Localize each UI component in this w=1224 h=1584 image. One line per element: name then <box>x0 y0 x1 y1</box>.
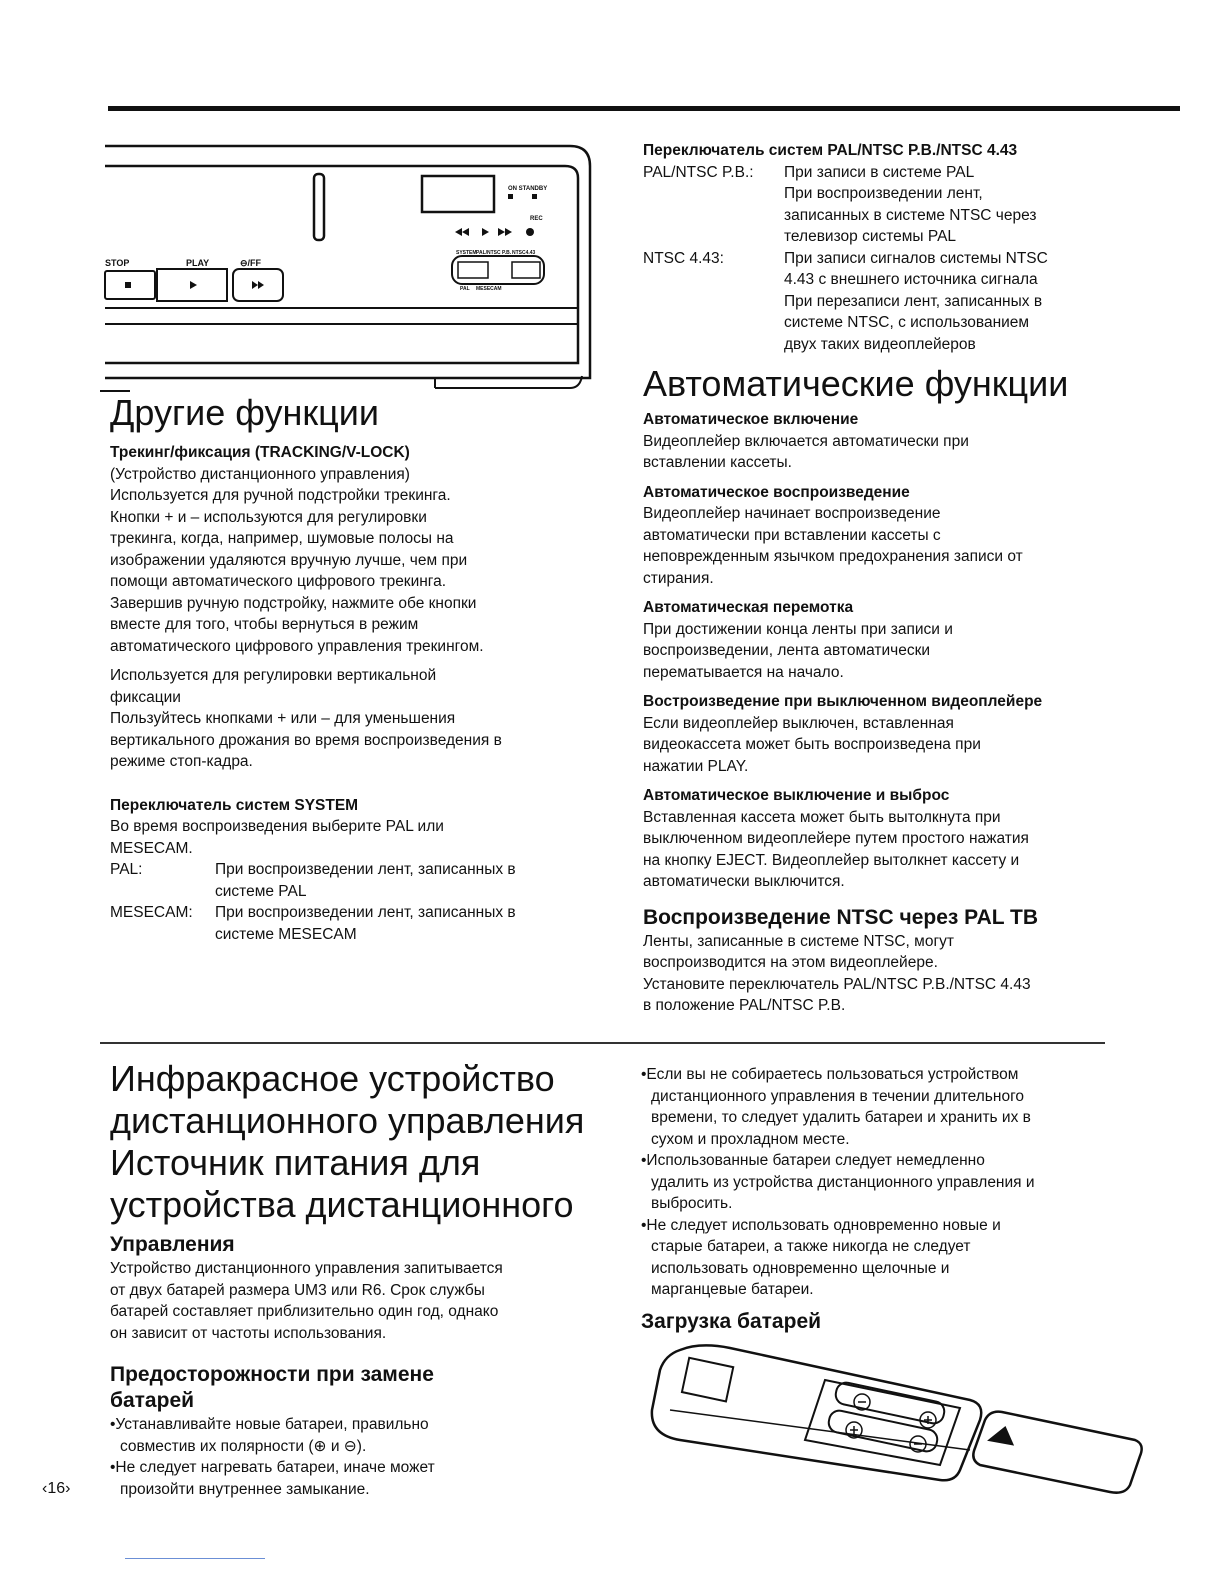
remote-body-line: Устройство дистанционного управления запитывается <box>110 1260 503 1277</box>
def-desc: системе MESECAM <box>215 925 357 943</box>
auto-item-title: Автоматическое включение <box>643 411 859 428</box>
def-desc: двух таких видеоплейеров <box>784 335 976 353</box>
auto-item-line: автоматически при вставлении кассеты с <box>643 526 941 544</box>
bottom-blue-line <box>125 1558 265 1559</box>
tracking-line: (Устройство дистанционного управления) <box>110 465 410 483</box>
def-desc: системе NTSC, с использованием <box>784 314 1030 331</box>
ntsc443-label: NTSC4.43 <box>512 250 536 256</box>
caution-heading: батарей <box>110 1389 195 1412</box>
caution-bullet-cont: совместив их полярности (⊕ и ⊖). <box>120 1437 367 1455</box>
def-desc: 4.43 с внешнего источника сигнала <box>784 271 1038 288</box>
auto-item-line: нажатии PLAY. <box>643 757 749 775</box>
auto-item-title: Востроизведение при выключенном видеоплейере <box>643 693 1043 710</box>
remote-heading-line: дистанционного управления <box>110 1100 585 1141</box>
auto-item-line: стирания. <box>643 569 714 587</box>
battery-bullet-cont: использовать одновременно щелочные и <box>651 1259 950 1277</box>
top-rule <box>108 106 1180 111</box>
auto-item-title: Автоматическая перемотка <box>643 599 854 616</box>
auto-item-line: Видеоплейер включается автоматически при <box>643 432 969 450</box>
def-desc: При записи в системе PAL <box>784 163 975 181</box>
remote-battery-illustration <box>640 1340 1150 1500</box>
battery-bullet: •Использованные батареи следует немедленно <box>641 1152 985 1169</box>
caution-bullet-cont: произойти внутреннее замыкание. <box>120 1480 370 1498</box>
auto-item-line: на кнопку EJECT. Видеоплейер вытолкнет кассету и <box>643 851 1020 869</box>
def-term: NTSC 4.43: <box>643 249 724 267</box>
auto-item-line: Видеоплейер начинает воспроизведение <box>643 505 941 522</box>
system-def-pal <box>110 859 590 902</box>
section-rule-right <box>600 1042 1105 1044</box>
def-desc: При воспроизведении лент, <box>784 185 983 202</box>
ntsc-line: Ленты, записанные в системе NTSC, могут <box>643 932 954 950</box>
auto-item-line: автоматически выключится. <box>643 873 845 890</box>
remote-heading-line: Источник питания для <box>110 1142 481 1183</box>
tracking-line: автоматического цифрового управления трекингом. <box>110 637 484 655</box>
tracking-title: Трекинг/фиксация (TRACKING/V-LOCK) <box>110 444 410 461</box>
auto-item-line: перематывается на начало. <box>643 663 844 681</box>
def-desc: телевизор системы PAL <box>784 228 957 245</box>
vlock-line: режиме стоп-кадра. <box>110 753 253 770</box>
vlock-line: вертикального дрожания во время воспроизведения в <box>110 731 502 749</box>
remote-body-line: батарей составляет приблизительно один год, однако <box>110 1303 499 1320</box>
system-label: SYSTEM <box>456 250 477 256</box>
remote-body-line: от двух батарей размера UM3 или R6. Срок службы <box>110 1281 485 1299</box>
standby-label: ON STANDBY <box>508 186 548 192</box>
system-def-mesecam <box>110 902 590 945</box>
def-desc: При перезаписи лент, записанных в <box>784 292 1043 310</box>
auto-item-line: воспроизведении, лента автоматически <box>643 642 931 659</box>
battery-bullet-cont: старые батареи, а также никогда не следует <box>651 1238 971 1255</box>
tracking-line: Используется для ручной подстройки трекинга. <box>110 487 451 504</box>
system-switch-title: Переключатель систем SYSTEM <box>110 796 359 814</box>
mesecam-label: MESECAM <box>476 286 502 292</box>
tracking-line: Завершив ручную подстройку, нажмите обе кнопки <box>110 594 477 612</box>
auto-item-line: Вставленная кассета может быть вытолкнута при <box>643 808 1001 826</box>
battery-bullet: •Если вы не собираетесь пользоваться устройством <box>641 1066 1019 1083</box>
stop-label: STOP <box>105 258 130 268</box>
caution-bullet: •Не следует нагревать батареи, иначе может <box>110 1459 435 1476</box>
def-term: MESECAM: <box>110 904 193 921</box>
auto-item-line: неповрежденным язычком предохранения записи от <box>643 548 1023 565</box>
def-desc: При записи сигналов системы NTSC <box>784 249 1048 267</box>
ntsc-playback-heading: Воспроизведение NTSC через PAL ТВ <box>643 905 1039 929</box>
remote-body-line: он зависит от частоты использования. <box>110 1324 387 1342</box>
vlock-line: Пользуйтесь кнопками + или – для уменьшения <box>110 710 456 727</box>
load-batteries-heading: Загрузка батарей <box>641 1309 822 1333</box>
other-functions-heading: Другие функции <box>110 392 379 433</box>
caution-bullet: •Устанавливайте новые батареи, правильно <box>110 1416 429 1433</box>
vlock-line: Используется для регулировки вертикальной <box>110 667 437 684</box>
rec-label: REC <box>530 216 543 222</box>
remote-subheading: Управления <box>110 1233 235 1256</box>
vlock-line: фиксации <box>110 688 181 706</box>
vcr-front-panel-illustration <box>100 138 600 393</box>
remote-heading-line: Инфракрасное устройство <box>110 1058 555 1099</box>
def-term: PAL: <box>110 861 143 878</box>
battery-bullet-cont: удалить из устройства дистанционного управления и <box>651 1173 1035 1191</box>
system-intro-line: Во время воспроизведения выберите PAL или <box>110 818 444 835</box>
ntsc-line: в положение PAL/NTSC P.B. <box>643 997 846 1014</box>
def-desc: При воспроизведении лент, записанных в <box>215 861 516 878</box>
auto-item-line: Если видеоплейер выключен, вставленная <box>643 714 954 732</box>
auto-item-line: вставлении кассеты. <box>643 454 792 471</box>
auto-item-line: выключенном видеоплейере путем простого нажатия <box>643 830 1029 847</box>
def-desc: записанных в системе NTSC через <box>784 206 1037 224</box>
tracking-line: Кнопки + и – используются для регулировки <box>110 508 427 526</box>
pal-ntsc-switch-title: Переключатель систем PAL/NTSC P.B./NTSC 4.43 <box>643 142 1018 159</box>
auto-item-line: видеокассета может быть воспроизведена при <box>643 736 981 753</box>
caution-heading: Предосторожности при замене <box>110 1363 434 1386</box>
auto-item-title: Автоматическое воспроизведение <box>643 483 910 501</box>
right-top-column <box>643 140 1103 1017</box>
pal-label: PAL <box>460 286 470 292</box>
ff-label: ⊖/FF <box>240 258 262 268</box>
auto-item-title: Автоматическое выключение и выброс <box>643 787 950 804</box>
section-rule-left <box>100 1042 600 1044</box>
battery-bullet-cont: дистанционного управления в течении длительного <box>651 1087 1024 1105</box>
switch-def-palntsc <box>643 162 1103 248</box>
tracking-line: трекинга, когда, например, шумовые полосы на <box>110 530 454 547</box>
ntsc-line: воспроизводится на этом видеоплейере. <box>643 954 938 971</box>
right-bottom-column <box>641 1064 1101 1335</box>
tracking-line: помощи автоматического цифрового трекинга. <box>110 573 447 590</box>
battery-bullet-cont: сухом и прохладном месте. <box>651 1130 850 1148</box>
left-bottom-column <box>110 1058 590 1500</box>
system-intro-line: MESECAM. <box>110 839 193 857</box>
auto-functions-heading: Автоматические функции <box>643 363 1069 404</box>
tracking-line: вместе для того, чтобы вернуться в режим <box>110 616 419 633</box>
battery-bullet-cont: марганцевые батареи. <box>651 1281 814 1298</box>
auto-item-line: При достижении конца ленты при записи и <box>643 620 953 638</box>
battery-bullet: •Не следует использовать одновременно новые и <box>641 1216 1001 1234</box>
palntsc-label: PAL/NTSC P.B. <box>476 250 512 256</box>
play-label: PLAY <box>186 258 210 268</box>
tracking-line: изображении удаляются вручную лучше, чем при <box>110 551 468 569</box>
left-top-column <box>110 392 590 945</box>
battery-bullet-cont: выбросить. <box>651 1195 733 1212</box>
page-number: ‹16› <box>42 1480 71 1497</box>
switch-def-ntsc443 <box>643 248 1103 356</box>
ntsc-line: Установите переключатель PAL/NTSC P.B./NTSC 4.43 <box>643 975 1031 993</box>
remote-heading-line: устройства дистанционного <box>110 1184 574 1225</box>
def-desc: При воспроизведении лент, записанных в <box>215 904 516 921</box>
def-term: PAL/NTSC P.B.: <box>643 163 754 181</box>
battery-bullet-cont: времени, то следует удалить батареи и хранить их в <box>651 1109 1031 1126</box>
def-desc: системе PAL <box>215 882 307 900</box>
